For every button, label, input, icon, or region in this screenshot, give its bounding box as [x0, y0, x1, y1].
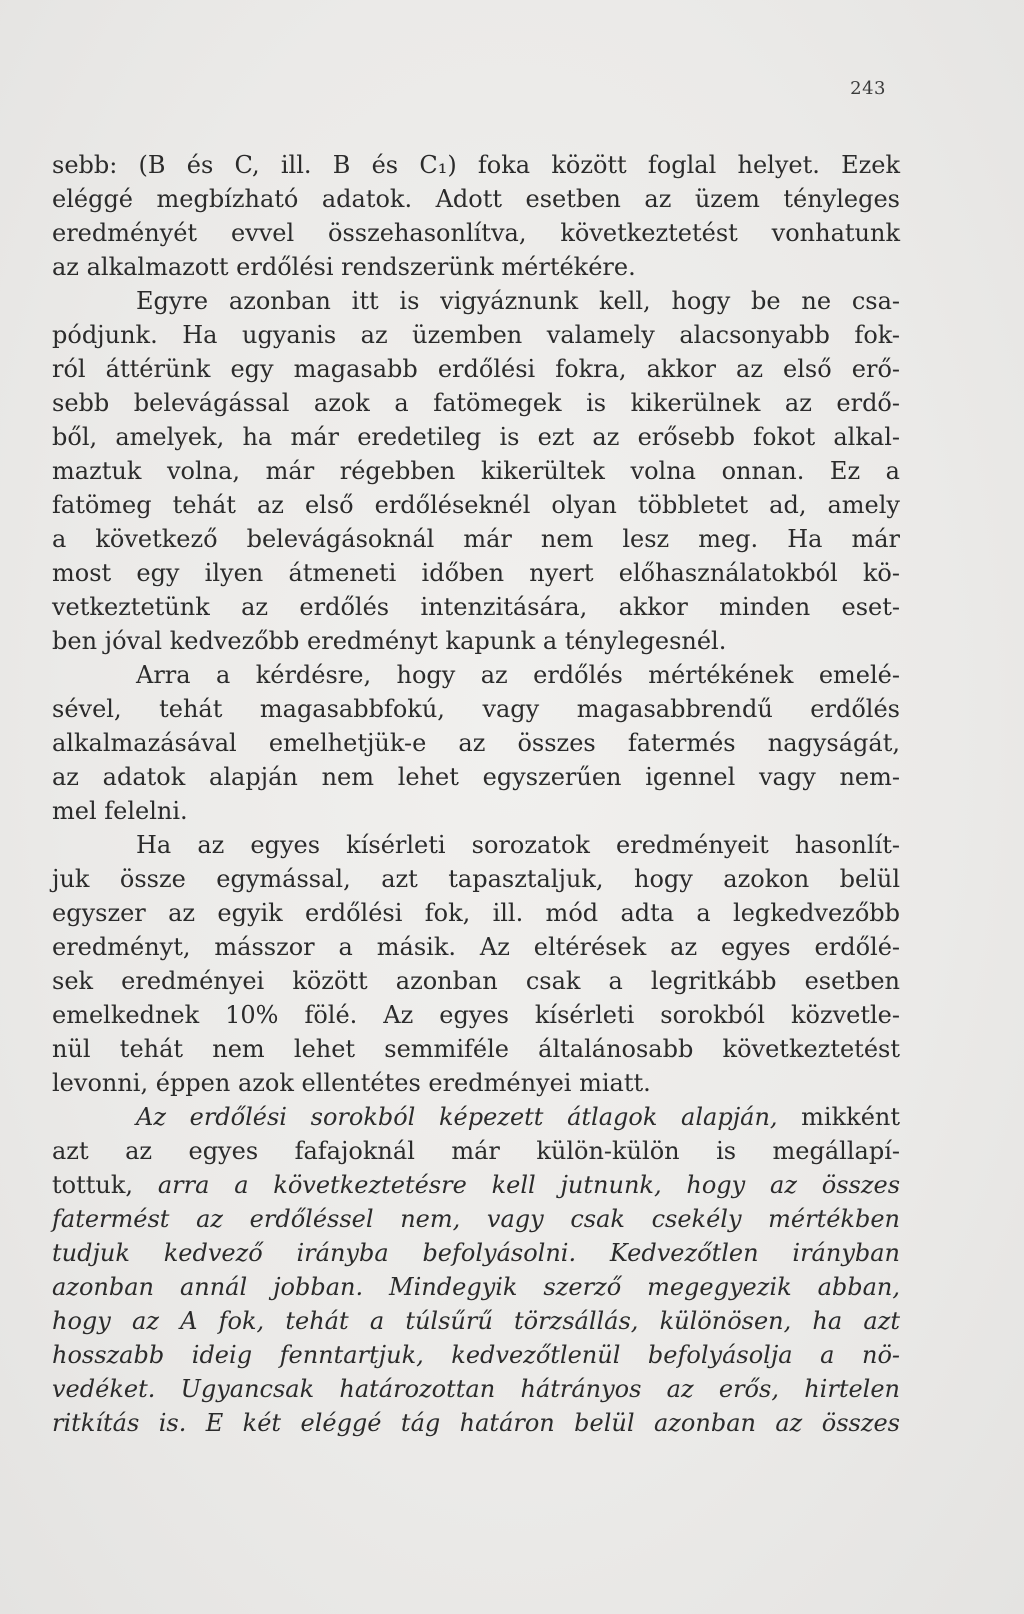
- text-line: alkalmazásával emelhetjük-e az összes fatermés nagyságát,: [52, 729, 900, 757]
- emphasized-text: fatermést az erdőléssel nem, vagy csak csekély mértékben: [52, 1205, 900, 1233]
- emphasized-text: tudjuk kedvező irányba befolyásolni. Kedvezőtlen irányban: [52, 1239, 900, 1267]
- text-line: eredményét evvel összehasonlítva, következtetést vonhatunk: [52, 219, 900, 247]
- text-line: maztuk volna, már régebben kikerültek volna onnan. Ez a: [52, 457, 900, 485]
- text-line: [52, 1372, 900, 1406]
- text-line: sebb belevágással azok a fatömegek is kikerülnek az erdő-: [52, 389, 900, 417]
- text-line: eredményt, másszor a másik. Az eltérések az egyes erdőlé-: [52, 933, 900, 961]
- text-line: sek eredményei között azonban csak a legritkább esetben: [52, 967, 900, 995]
- text-line: sebb: (B és C, ill. B és C₁) foka között foglal helyet. Ezek: [52, 151, 900, 179]
- text-line: a következő belevágásoknál már nem lesz meg. Ha már: [52, 525, 900, 553]
- emphasized-text: ritkítás is. E két eléggé tág határon belül azonban az összes: [52, 1409, 900, 1437]
- page-number: 243: [850, 78, 886, 99]
- text-line: [52, 1100, 900, 1134]
- text-line: ról áttérünk egy magasabb erdőlési fokra, akkor az első erő-: [52, 355, 900, 383]
- text-line: az adatok alapján nem lehet egyszerűen igennel vagy nem-: [52, 763, 900, 791]
- text-line: mel felelni.: [52, 797, 188, 825]
- text-span: mikként: [777, 1103, 901, 1131]
- text-line: ből, amelyek, ha már eredetileg is ezt az erősebb fokot alkal-: [52, 423, 900, 451]
- text-line: [52, 1134, 900, 1168]
- text-span: azt az egyes fafajoknál már külön-külön is megállapí-: [52, 1137, 900, 1165]
- emphasized-text: hosszabb ideig fenntartjuk, kedvezőtlenül befolyásolja a nö-: [52, 1341, 900, 1369]
- body-text: [52, 148, 900, 1440]
- text-line: [52, 1202, 900, 1236]
- text-line: nül tehát nem lehet semmiféle általánosabb következtetést: [52, 1035, 900, 1063]
- text-line: pódjunk. Ha ugyanis az üzemben valamely alacsonyabb fok-: [52, 321, 900, 349]
- text-line: Ha az egyes kísérleti sorozatok eredményeit hasonlít-: [136, 831, 900, 859]
- text-line: emelkednek 10% fölé. Az egyes kísérleti sorokból közvetle-: [52, 1001, 900, 1029]
- text-line: [52, 1406, 900, 1440]
- emphasized-text: Az erdőlési sorokból képezett átlagok alapján,: [136, 1103, 778, 1131]
- text-line: [52, 1270, 900, 1304]
- text-line: eléggé megbízható adatok. Adott esetben az üzem tényleges: [52, 185, 900, 213]
- text-line: ben jóval kedvezőbb eredményt kapunk a ténylegesnél.: [52, 627, 727, 655]
- text-line: [52, 1338, 900, 1372]
- text-line: [52, 1304, 900, 1338]
- text-line: levonni, éppen azok ellentétes eredményei miatt.: [52, 1069, 651, 1097]
- text-line: sével, tehát magasabbfokú, vagy magasabbrendű erdőlés: [52, 695, 900, 723]
- text-line: [52, 1236, 900, 1270]
- emphasized-text: hogy az A fok, tehát a túlsűrű törzsállás, különösen, ha azt: [52, 1307, 900, 1335]
- text-span: tottuk,: [52, 1171, 158, 1199]
- text-line: juk össze egymással, azt tapasztaljuk, hogy azokon belül: [52, 865, 900, 893]
- text-line: egyszer az egyik erdőlési fok, ill. mód adta a legkedvezőbb: [52, 899, 900, 927]
- text-line: fatömeg tehát az első erdőléseknél olyan többletet ad, amely: [52, 491, 900, 519]
- emphasized-text: azonban annál jobban. Mindegyik szerző megegyezik abban,: [52, 1273, 900, 1301]
- text-line: az alkalmazott erdőlési rendszerünk mértékére.: [52, 253, 636, 281]
- text-line: Egyre azonban itt is vigyáznunk kell, hogy be ne csa-: [136, 287, 900, 315]
- text-line: Arra a kérdésre, hogy az erdőlés mértékének emelé-: [136, 661, 900, 689]
- emphasized-text: vedéket. Ugyancsak határozottan hátrányos az erős, hirtelen: [52, 1375, 900, 1403]
- text-line: most egy ilyen átmeneti időben nyert előhasználatokból kö-: [52, 559, 900, 587]
- text-line: vetkeztetünk az erdőlés intenzitására, akkor minden eset-: [52, 593, 900, 621]
- emphasized-text: arra a következtetésre kell jutnunk, hogy az összes: [157, 1171, 901, 1199]
- text-line: [52, 1168, 900, 1202]
